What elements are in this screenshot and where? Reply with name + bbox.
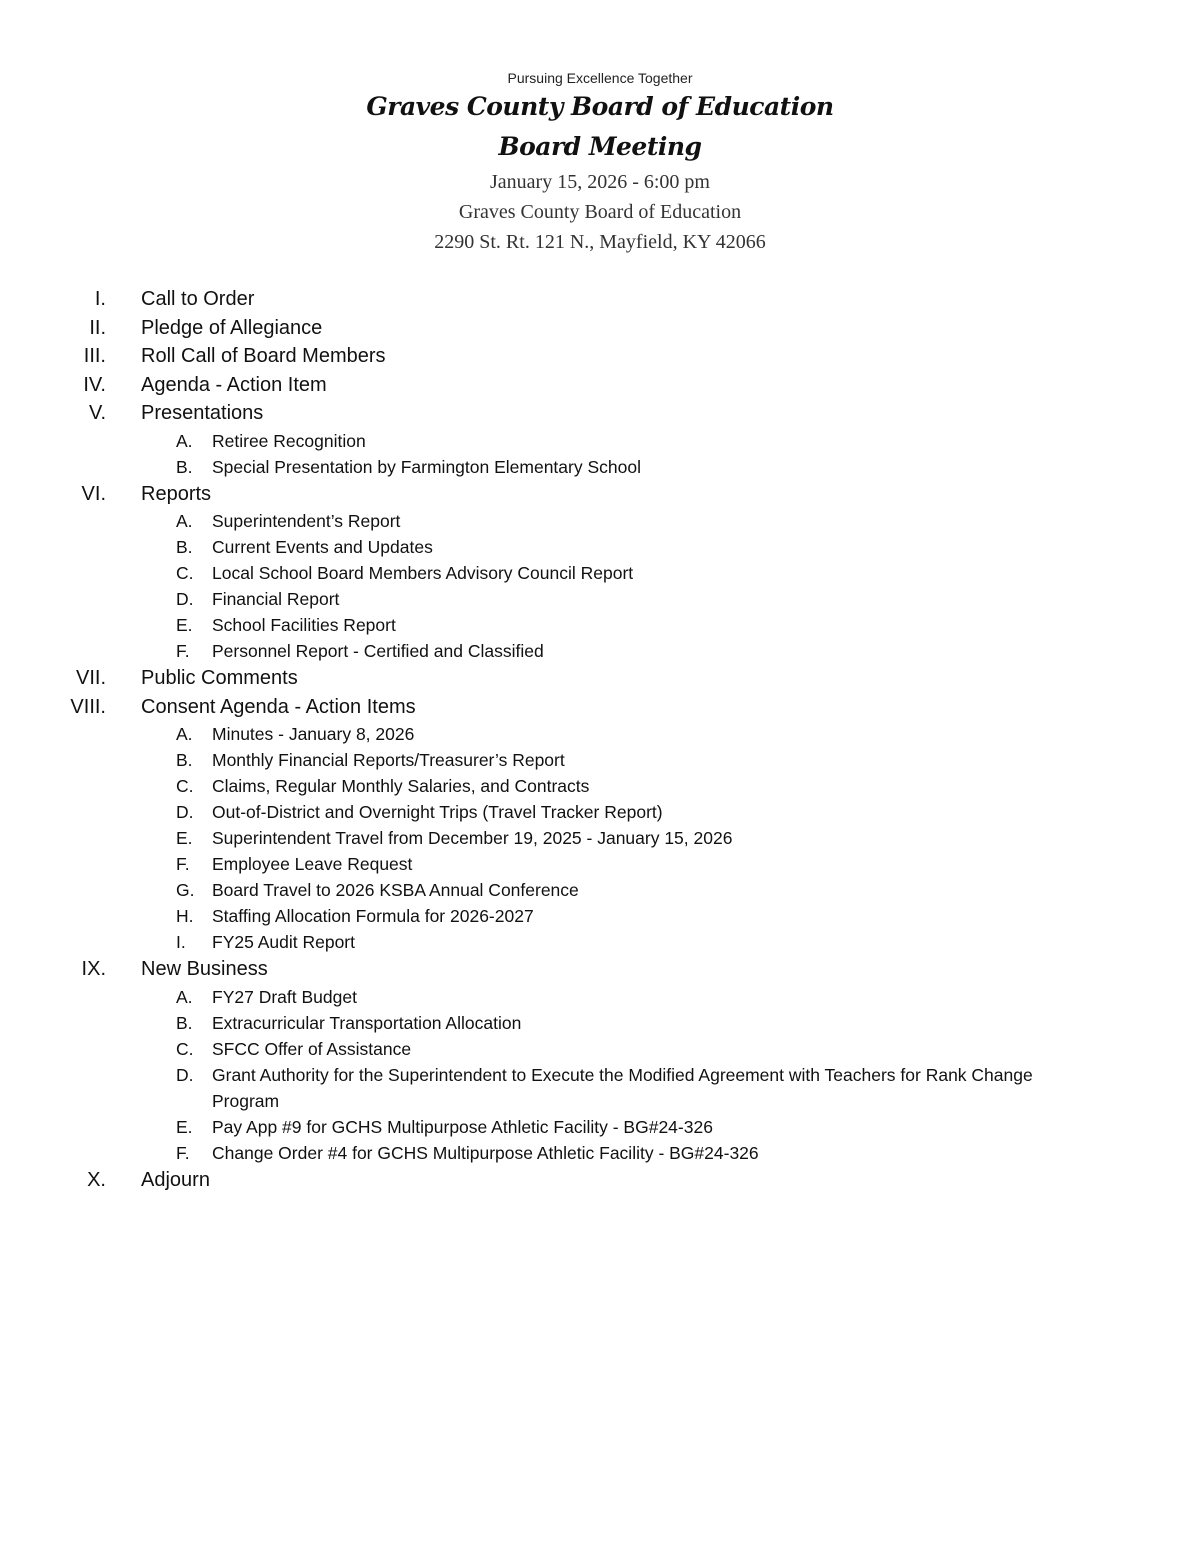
- agenda-subitem: [0, 1140, 1200, 1166]
- agenda-section-title: Presentations: [141, 402, 264, 424]
- agenda-subitem: [0, 721, 1200, 747]
- agenda-subitem-label: Extracurricular Transportation Allocation: [212, 1012, 522, 1033]
- agenda-subitem-letter: B.: [176, 537, 193, 557]
- organization-title: Graves County Board of Education: [366, 92, 834, 121]
- agenda-subitem: [0, 612, 1200, 638]
- agenda-subitem-letter: A.: [176, 724, 193, 744]
- agenda-section-number: IV.: [83, 373, 106, 396]
- agenda-subitem-label: Monthly Financial Reports/Treasurer’s Report: [212, 750, 565, 770]
- agenda-subitem-label: Minutes - January 8, 2026: [212, 724, 415, 744]
- agenda-subitem: [0, 454, 1200, 480]
- agenda-subitem: [0, 1114, 1200, 1140]
- agenda-subitem-letter: E.: [176, 1116, 193, 1137]
- agenda-section: [0, 285, 1200, 314]
- agenda-section-title: Public Comments: [141, 667, 298, 689]
- agenda-subitem-letter: B.: [176, 1012, 193, 1033]
- agenda-section: [0, 693, 1200, 722]
- agenda-subitem-label: FY25 Audit Report: [212, 932, 355, 952]
- agenda-subitem-label: Superintendent Travel from December 19, 2025 - January 15, 2026: [212, 828, 733, 848]
- agenda-subitem-label: Special Presentation by Farmington Elementary School: [212, 456, 641, 477]
- agenda-section-title: Agenda - Action Item: [141, 373, 327, 396]
- agenda-subitem-label: Superintendent’s Report: [212, 511, 401, 531]
- agenda-subitem-label: Out-of-District and Overnight Trips (Travel Tracker Report): [212, 802, 663, 822]
- agenda-subitem-label: Local School Board Members Advisory Council Report: [212, 563, 634, 583]
- agenda-section-title: Reports: [141, 482, 212, 505]
- agenda-subitem-letter: D.: [176, 802, 194, 822]
- agenda-subitem: [0, 929, 1200, 955]
- agenda-section-title: Pledge of Allegiance: [141, 316, 323, 339]
- agenda-subitem-letter: E.: [176, 828, 193, 848]
- agenda-section-number: VIII.: [70, 695, 106, 718]
- agenda-subitem-letter: B.: [176, 750, 193, 770]
- agenda-subitem: [0, 747, 1200, 773]
- agenda-section: [0, 664, 1200, 693]
- agenda-subitem: [0, 638, 1200, 664]
- agenda-section-number: II.: [89, 316, 106, 339]
- agenda-subitem: [0, 984, 1200, 1010]
- meeting-location: Graves County Board of Education: [458, 201, 742, 223]
- agenda-subitem: [0, 773, 1200, 799]
- agenda-subitem-label: Change Order #4 for GCHS Multipurpose Athletic Facility - BG#24-326: [212, 1142, 759, 1163]
- agenda-subitem-letter: C.: [176, 563, 194, 583]
- agenda-subitem-label: School Facilities Report: [212, 615, 396, 635]
- agenda-subitem-label: Claims, Regular Monthly Salaries, and Contracts: [212, 776, 590, 796]
- agenda-section-number: I.: [94, 288, 106, 310]
- agenda-subitem-letter: A.: [176, 511, 193, 531]
- agenda-section: [0, 371, 1200, 400]
- agenda-subitem-letter: F.: [176, 1142, 190, 1163]
- agenda-subitem-label: Staffing Allocation Formula for 2026-2027: [212, 906, 534, 926]
- agenda-subitem: [0, 586, 1200, 612]
- agenda-subitem: [0, 508, 1200, 534]
- agenda-subitem-label: FY27 Draft Budget: [212, 986, 357, 1007]
- agenda-subitem-label: Board Travel to 2026 KSBA Annual Conference: [212, 880, 579, 900]
- agenda-section-title: Consent Agenda - Action Items: [141, 695, 416, 718]
- agenda-subitem: [0, 825, 1200, 851]
- agenda-section-number: IX.: [81, 958, 106, 980]
- agenda-subitem: [0, 903, 1200, 929]
- agenda-subitem-letter: F.: [176, 854, 190, 874]
- agenda-section-title: New Business: [141, 958, 268, 980]
- agenda-subitem-label: Retiree Recognition: [212, 430, 366, 451]
- agenda-section-number: VI.: [81, 482, 106, 505]
- agenda-subitem-label: Personnel Report - Certified and Classified: [212, 641, 544, 661]
- meeting-address: 2290 St. Rt. 121 N., Mayfield, KY 42066: [434, 231, 766, 253]
- agenda-section: [0, 480, 1200, 509]
- agenda-subitem: [0, 534, 1200, 560]
- agenda-subitem-label: Grant Authority for the Superintendent to Execute the Modified Agreement with Teachers for Rank Change Program: [212, 1064, 1033, 1111]
- agenda-subitem: [0, 851, 1200, 877]
- agenda-section-title: Call to Order: [141, 288, 255, 310]
- agenda-subitem-letter: C.: [176, 1038, 194, 1059]
- agenda-section-number: V.: [88, 402, 106, 424]
- agenda-list: [0, 285, 1200, 1194]
- agenda-subitem-label: Current Events and Updates: [212, 537, 433, 557]
- agenda-subitem-label: SFCC Offer of Assistance: [212, 1038, 412, 1059]
- agenda-subitem-letter: D.: [176, 1064, 194, 1085]
- meeting-title: Board Meeting: [498, 132, 702, 161]
- agenda-subitem-letter: C.: [176, 776, 194, 796]
- agenda-subitem-label: Pay App #9 for GCHS Multipurpose Athletic Facility - BG#24-326: [212, 1116, 713, 1137]
- agenda-section-title: Roll Call of Board Members: [141, 345, 386, 367]
- agenda-subitem-letter: A.: [176, 430, 193, 451]
- agenda-subitem: [0, 1062, 1200, 1114]
- agenda-subitem-letter: I.: [176, 932, 186, 952]
- agenda-subitem: [0, 1036, 1200, 1062]
- agenda-section: [0, 342, 1200, 371]
- agenda-section-number: VII.: [75, 667, 106, 689]
- agenda-subitem: [0, 877, 1200, 903]
- agenda-subitem-label: Employee Leave Request: [212, 854, 413, 874]
- agenda-section-title: Adjourn: [141, 1168, 210, 1191]
- agenda-subitem-letter: H.: [176, 906, 194, 926]
- tagline: Pursuing Excellence Together: [507, 70, 693, 86]
- agenda-section: [0, 399, 1200, 428]
- agenda-section: [0, 1166, 1200, 1195]
- meeting-date-time: January 15, 2026 - 6:00 pm: [490, 171, 710, 193]
- agenda-subitem: [0, 799, 1200, 825]
- agenda-subitem-letter: E.: [176, 615, 193, 635]
- agenda-subitem-letter: B.: [176, 456, 193, 477]
- agenda-section-number: III.: [83, 345, 106, 367]
- agenda-subitem-letter: G.: [176, 880, 195, 900]
- agenda-section: [0, 314, 1200, 343]
- agenda-subitem: [0, 560, 1200, 586]
- agenda-subitem: [0, 1010, 1200, 1036]
- agenda-subitem-letter: F.: [176, 641, 190, 661]
- agenda-section-number: X.: [87, 1168, 106, 1191]
- agenda-subitem: [0, 428, 1200, 454]
- agenda-subitem-letter: D.: [176, 589, 194, 609]
- agenda-subitem-label: Financial Report: [212, 589, 340, 609]
- agenda-section: [0, 955, 1200, 984]
- agenda-subitem-letter: A.: [176, 986, 193, 1007]
